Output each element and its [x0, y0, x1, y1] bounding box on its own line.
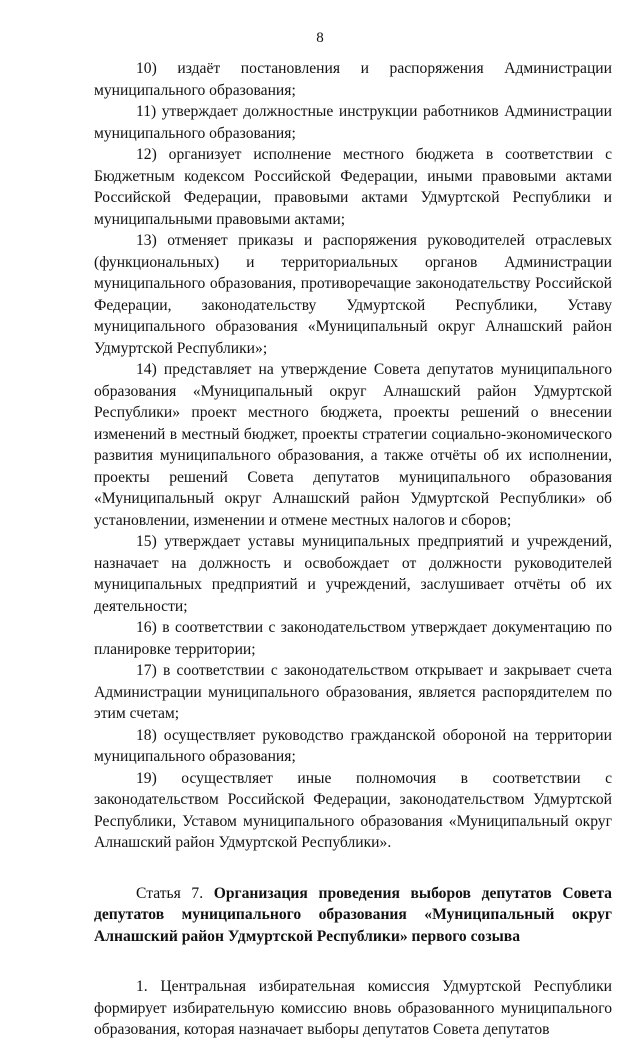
list-item-13: 13) отменяет приказы и распоряжения руководителей отраслевых (функциональных) и территориальных органов Администрации муниципального образования, противоречащие законодательству Российской Федерации, законодательству Удмуртской Республики, Уставу муниципального образования «Муниципальный округ Алнашский район Удмуртской Республики»; — [94, 232, 612, 357]
list-item-16: 16) в соответствии с законодательством утверждает документацию по планировке территории; — [94, 619, 612, 658]
list-item-14: 14) представляет на утверждение Совета депутатов муниципального образования «Муниципальный округ Алнашский район Удмуртской Республики» проект местного бюджета, проекты решений о внесении изменений в местный бюджет, проекты стратегии социально-экономического развития муниципального образования, а также отчёты об их исполнении, проекты решений Совета депутатов муниципального образования «Муниципальный округ Алнашский район Удмуртской Республики» об установлении, изменении и отмене местных налогов и сборов; — [94, 361, 612, 529]
list-item-18: 18) осуществляет руководство гражданской обороной на территории муниципального образования; — [94, 726, 612, 765]
document-body — [94, 58, 612, 1041]
list-item-17: 17) в соответствии с законодательством открывает и закрывает счета Администрации муниципального образования, является распорядителем по этим счетам; — [94, 662, 612, 722]
list-item-19: 19) осуществляет иные полномочия в соответствии с законодательством Российской Федерации, законодательством Удмуртской Республики, Уставом муниципального образования «Муниципальный округ Алнашский район Удмуртской Республики». — [94, 769, 612, 851]
article-title: Организация проведения выборов депутатов Совета депутатов муниципального образования «Муниципальный округ Алнашский район Удмуртской Республики» первого созыва — [94, 884, 612, 945]
section-paragraph-1: 1. Центральная избирательная комиссия Удмуртской Республики формирует избирательную комиссию вновь образованного муниципального образования, которая назначает выборы депутатов Совета депутатов — [94, 978, 612, 1038]
list-item-11: 11) утверждает должностные инструкции работников Администрации муниципального образования; — [94, 103, 612, 142]
list-item-12: 12) организует исполнение местного бюджета в соответствии с Бюджетным кодексом Российской Федерации, иными правовыми актами Российской Федерации, правовыми актами Удмуртской Республики и муниципальными правовыми актами; — [94, 146, 612, 228]
article-number: Статья 7. — [136, 884, 204, 902]
article-heading — [94, 883, 612, 948]
page-number: 8 — [316, 30, 324, 46]
list-item-10: 10) издаёт постановления и распоряжения Администрации муниципального образования; — [94, 60, 612, 99]
list-item-15: 15) утверждает уставы муниципальных предприятий и учреждений, назначает на должность и освобождает от должности руководителей муниципальных предприятий и учреждений, заслушивает отчёты об их деятельности; — [94, 533, 612, 615]
